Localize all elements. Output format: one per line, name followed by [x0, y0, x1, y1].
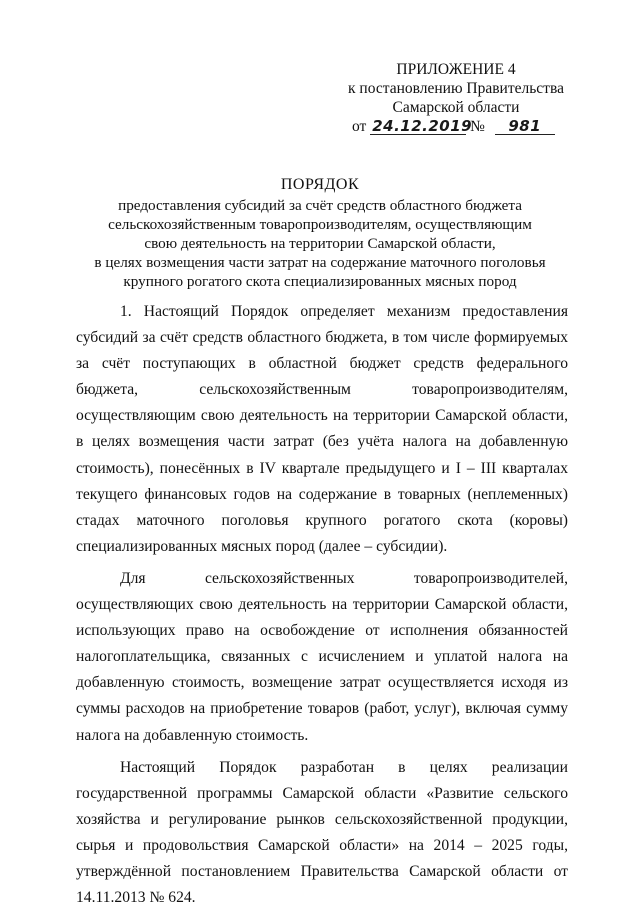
subtitle-line: в целях возмещения части затрат на содержание маточного поголовья: [94, 254, 546, 271]
paragraph-purpose: 1. Настоящий Порядок определяет механизм предоставления субсидий за счёт средств областного бюджета, в том числе формируемых за счёт поступающих в областной бюджет средств федерального бюджета, сельскохозяйственным товаропроизводителям, осуществляющим свою деятельность на территории Самарской области, в целях возмещения части затрат (без учёта налога на добавленную стоимость), понесённых в IV квартале предыдущего и I – III кварталах текущего финансовых годов на содержание в товарных (неплеменных) стадах маточного поголовья крупного рогатого скота (коровы) специализированных мясных пород (далее – субсидии).: [76, 303, 568, 555]
handwritten-number: 981: [495, 119, 555, 135]
number-label: №: [470, 118, 485, 135]
appendix-title: ПРИЛОЖЕНИЕ 4: [396, 61, 516, 78]
from-label: от: [352, 118, 367, 135]
appendix-line-region: Самарской области: [392, 99, 520, 116]
subtitle-line: свою деятельность на территории Самарской области,: [144, 235, 496, 252]
subtitle-line: предоставления субсидий за счёт средств областного бюджета: [118, 197, 522, 214]
paragraph-vat-exemption: Для сельскохозяйственных товаропроизводителей, осуществляющих свою деятельность на территории Самарской области, использующих право на освобождение от исполнения обязанностей налогоплательщика, связанных с исчислением и уплатой налога на добавленную стоимость, возмещение затрат осуществляется исходя из суммы расходов на приобретение товаров (работ, услуг), включая сумму налога на добавленную стоимость.: [76, 569, 568, 744]
subtitle-line: крупного рогатого скота специализированных мясных пород: [123, 273, 517, 290]
document-body: [76, 299, 568, 911]
handwritten-date: 24.12.2019: [372, 117, 473, 135]
appendix-line-resolution: к постановлению Правительства: [348, 80, 564, 97]
appendix-header: [346, 60, 566, 136]
appendix-dateline: [346, 117, 566, 136]
document-subtitle: [60, 196, 580, 291]
paragraph-program-basis: Настоящий Порядок разработан в целях реализации государственной программы Самарской области «Развитие сельского хозяйства и регулирование рынков сельскохозяйственной продукции, сырья и продовольствия Самарской области» на 2014 – 2025 годы, утверждённой постановлением Правительства Самарской области от 14.11.2013 № 624.: [76, 758, 568, 907]
subtitle-line: сельскохозяйственным товаропроизводителям, осуществляющим: [108, 216, 532, 233]
document-title: ПОРЯДОК: [280, 176, 360, 193]
